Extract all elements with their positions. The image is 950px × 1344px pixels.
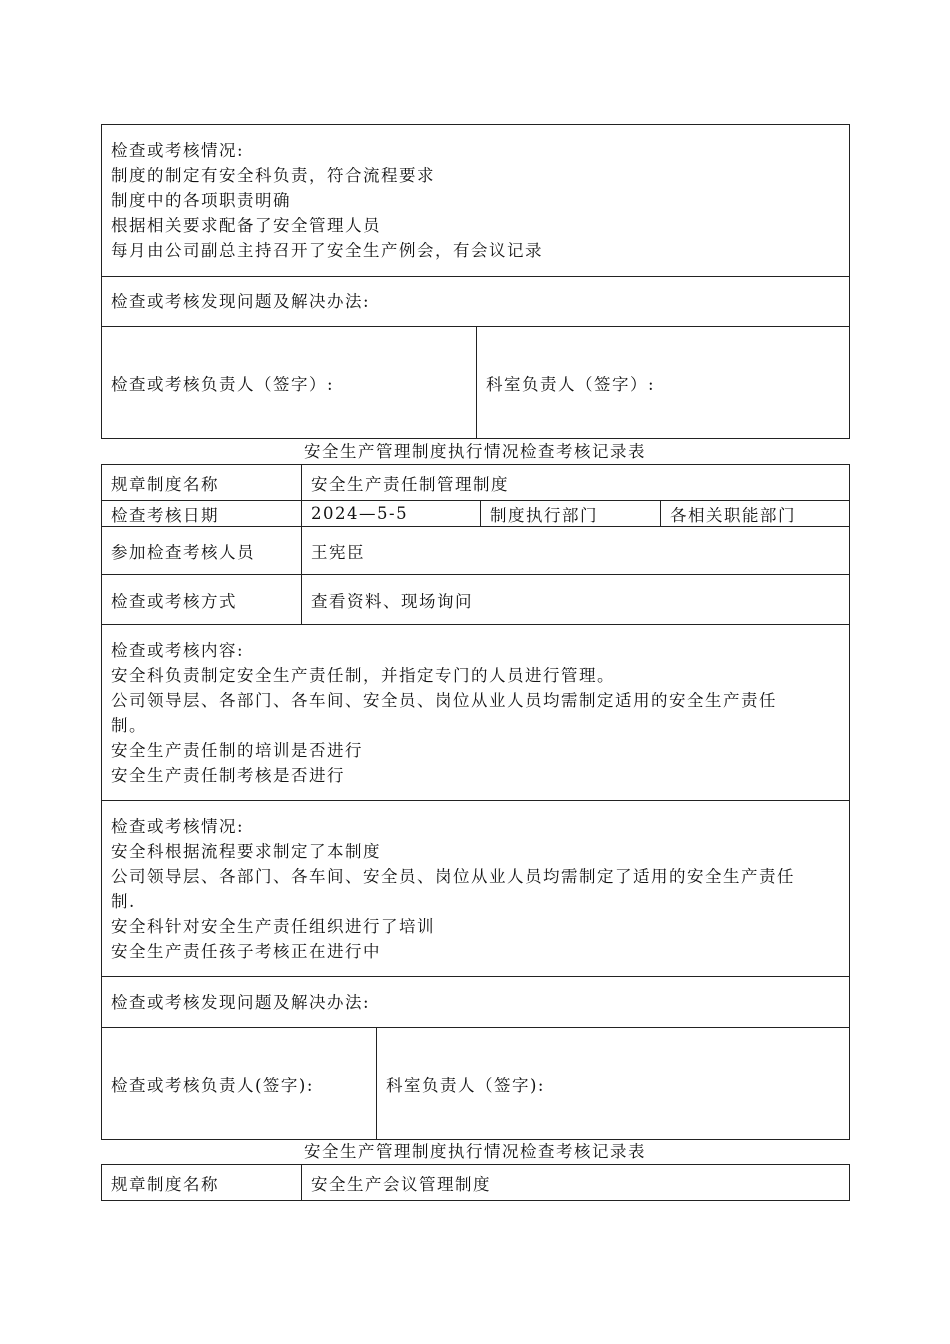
situation-line: 安全科根据流程要求制定了本制度: [111, 841, 381, 861]
content-label: 检查或考核内容:: [111, 640, 245, 660]
content-line: 安全生产责任制的培训是否进行: [111, 740, 363, 760]
situation-line: 根据相关要求配备了安全管理人员: [111, 216, 381, 235]
record-table-1: [101, 124, 850, 439]
situation-line: 制度中的各项职责明确: [111, 191, 291, 210]
content-line: 安全科负责制定安全生产责任制，并指定专门的人员进行管理。: [111, 665, 615, 685]
signer-cell: [102, 1028, 377, 1140]
method-row: [102, 575, 850, 625]
problems-row: [102, 977, 850, 1028]
problems-row: [102, 277, 850, 327]
problems-cell: [102, 277, 850, 327]
method-label: 检查或考核方式: [102, 575, 302, 625]
participants-label: 参加检查考核人员: [102, 527, 302, 575]
method-value: 查看资料、现场询问: [302, 575, 850, 625]
signer-label: 检查或考核负责人(签字):: [111, 1075, 314, 1095]
problems-cell: [102, 977, 850, 1028]
record-table-3: [101, 1164, 850, 1201]
participants-value: 王宪臣: [302, 527, 850, 575]
regulation-name-row: [102, 465, 850, 501]
problems-label: 检查或考核发现问题及解决办法:: [111, 292, 371, 311]
exec-dept-label: 制度执行部门: [481, 501, 661, 527]
situation-label: 检查或考核情况:: [111, 141, 245, 160]
situation-row: [102, 801, 850, 977]
regulation-name-label: 规章制度名称: [102, 1165, 302, 1201]
dept-signer-label: 科室负责人（签字):: [386, 1075, 545, 1095]
situation-row: [102, 125, 850, 277]
dept-signer-cell: [477, 327, 850, 439]
situation-cell: [102, 801, 850, 977]
situation-line: 制.: [111, 891, 136, 911]
date-value: 2024—5-5: [302, 501, 481, 527]
table-caption: 安全生产管理制度执行情况检查考核记录表: [304, 1142, 646, 1161]
content-line: 安全生产责任制考核是否进行: [111, 765, 345, 785]
regulation-name-value: 安全生产责任制管理制度: [302, 465, 850, 501]
regulation-name-row: [102, 1165, 850, 1201]
situation-line: 每月由公司副总主持召开了安全生产例会，有会议记录: [111, 241, 543, 260]
dept-signer-label: 科室负责人（签字）:: [486, 374, 656, 394]
dept-signer-cell: [377, 1028, 850, 1140]
situation-line: 安全科针对安全生产责任组织进行了培训: [111, 916, 435, 936]
regulation-name-label: 规章制度名称: [102, 465, 302, 501]
table-caption: 安全生产管理制度执行情况检查考核记录表: [304, 442, 646, 461]
exec-dept-value: 各相关职能部门: [661, 501, 850, 527]
date-label: 检查考核日期: [102, 501, 302, 527]
signature-row: [102, 327, 850, 439]
situation-cell: [102, 125, 850, 277]
situation-line: 公司领导层、各部门、各车间、安全员、岗位从业人员均需制定了适用的安全生产责任: [111, 866, 795, 886]
date-row: [102, 501, 850, 527]
situation-label: 检查或考核情况:: [111, 816, 245, 836]
content-row: [102, 625, 850, 801]
situation-line: 安全生产责任孩子考核正在进行中: [111, 941, 381, 961]
signer-cell: [102, 327, 477, 439]
signer-label: 检查或考核负责人（签字）:: [111, 374, 335, 394]
problems-label: 检查或考核发现问题及解决办法:: [111, 992, 371, 1012]
content-cell: [102, 625, 850, 801]
regulation-name-value: 安全生产会议管理制度: [302, 1165, 850, 1201]
signature-row: [102, 1028, 850, 1140]
content-line: 制。: [111, 715, 147, 735]
situation-line: 制度的制定有安全科负责，符合流程要求: [111, 166, 435, 185]
content-line: 公司领导层、各部门、各车间、安全员、岗位从业人员均需制定适用的安全生产责任: [111, 690, 777, 710]
record-table-2: [101, 464, 850, 1140]
participants-row: [102, 527, 850, 575]
